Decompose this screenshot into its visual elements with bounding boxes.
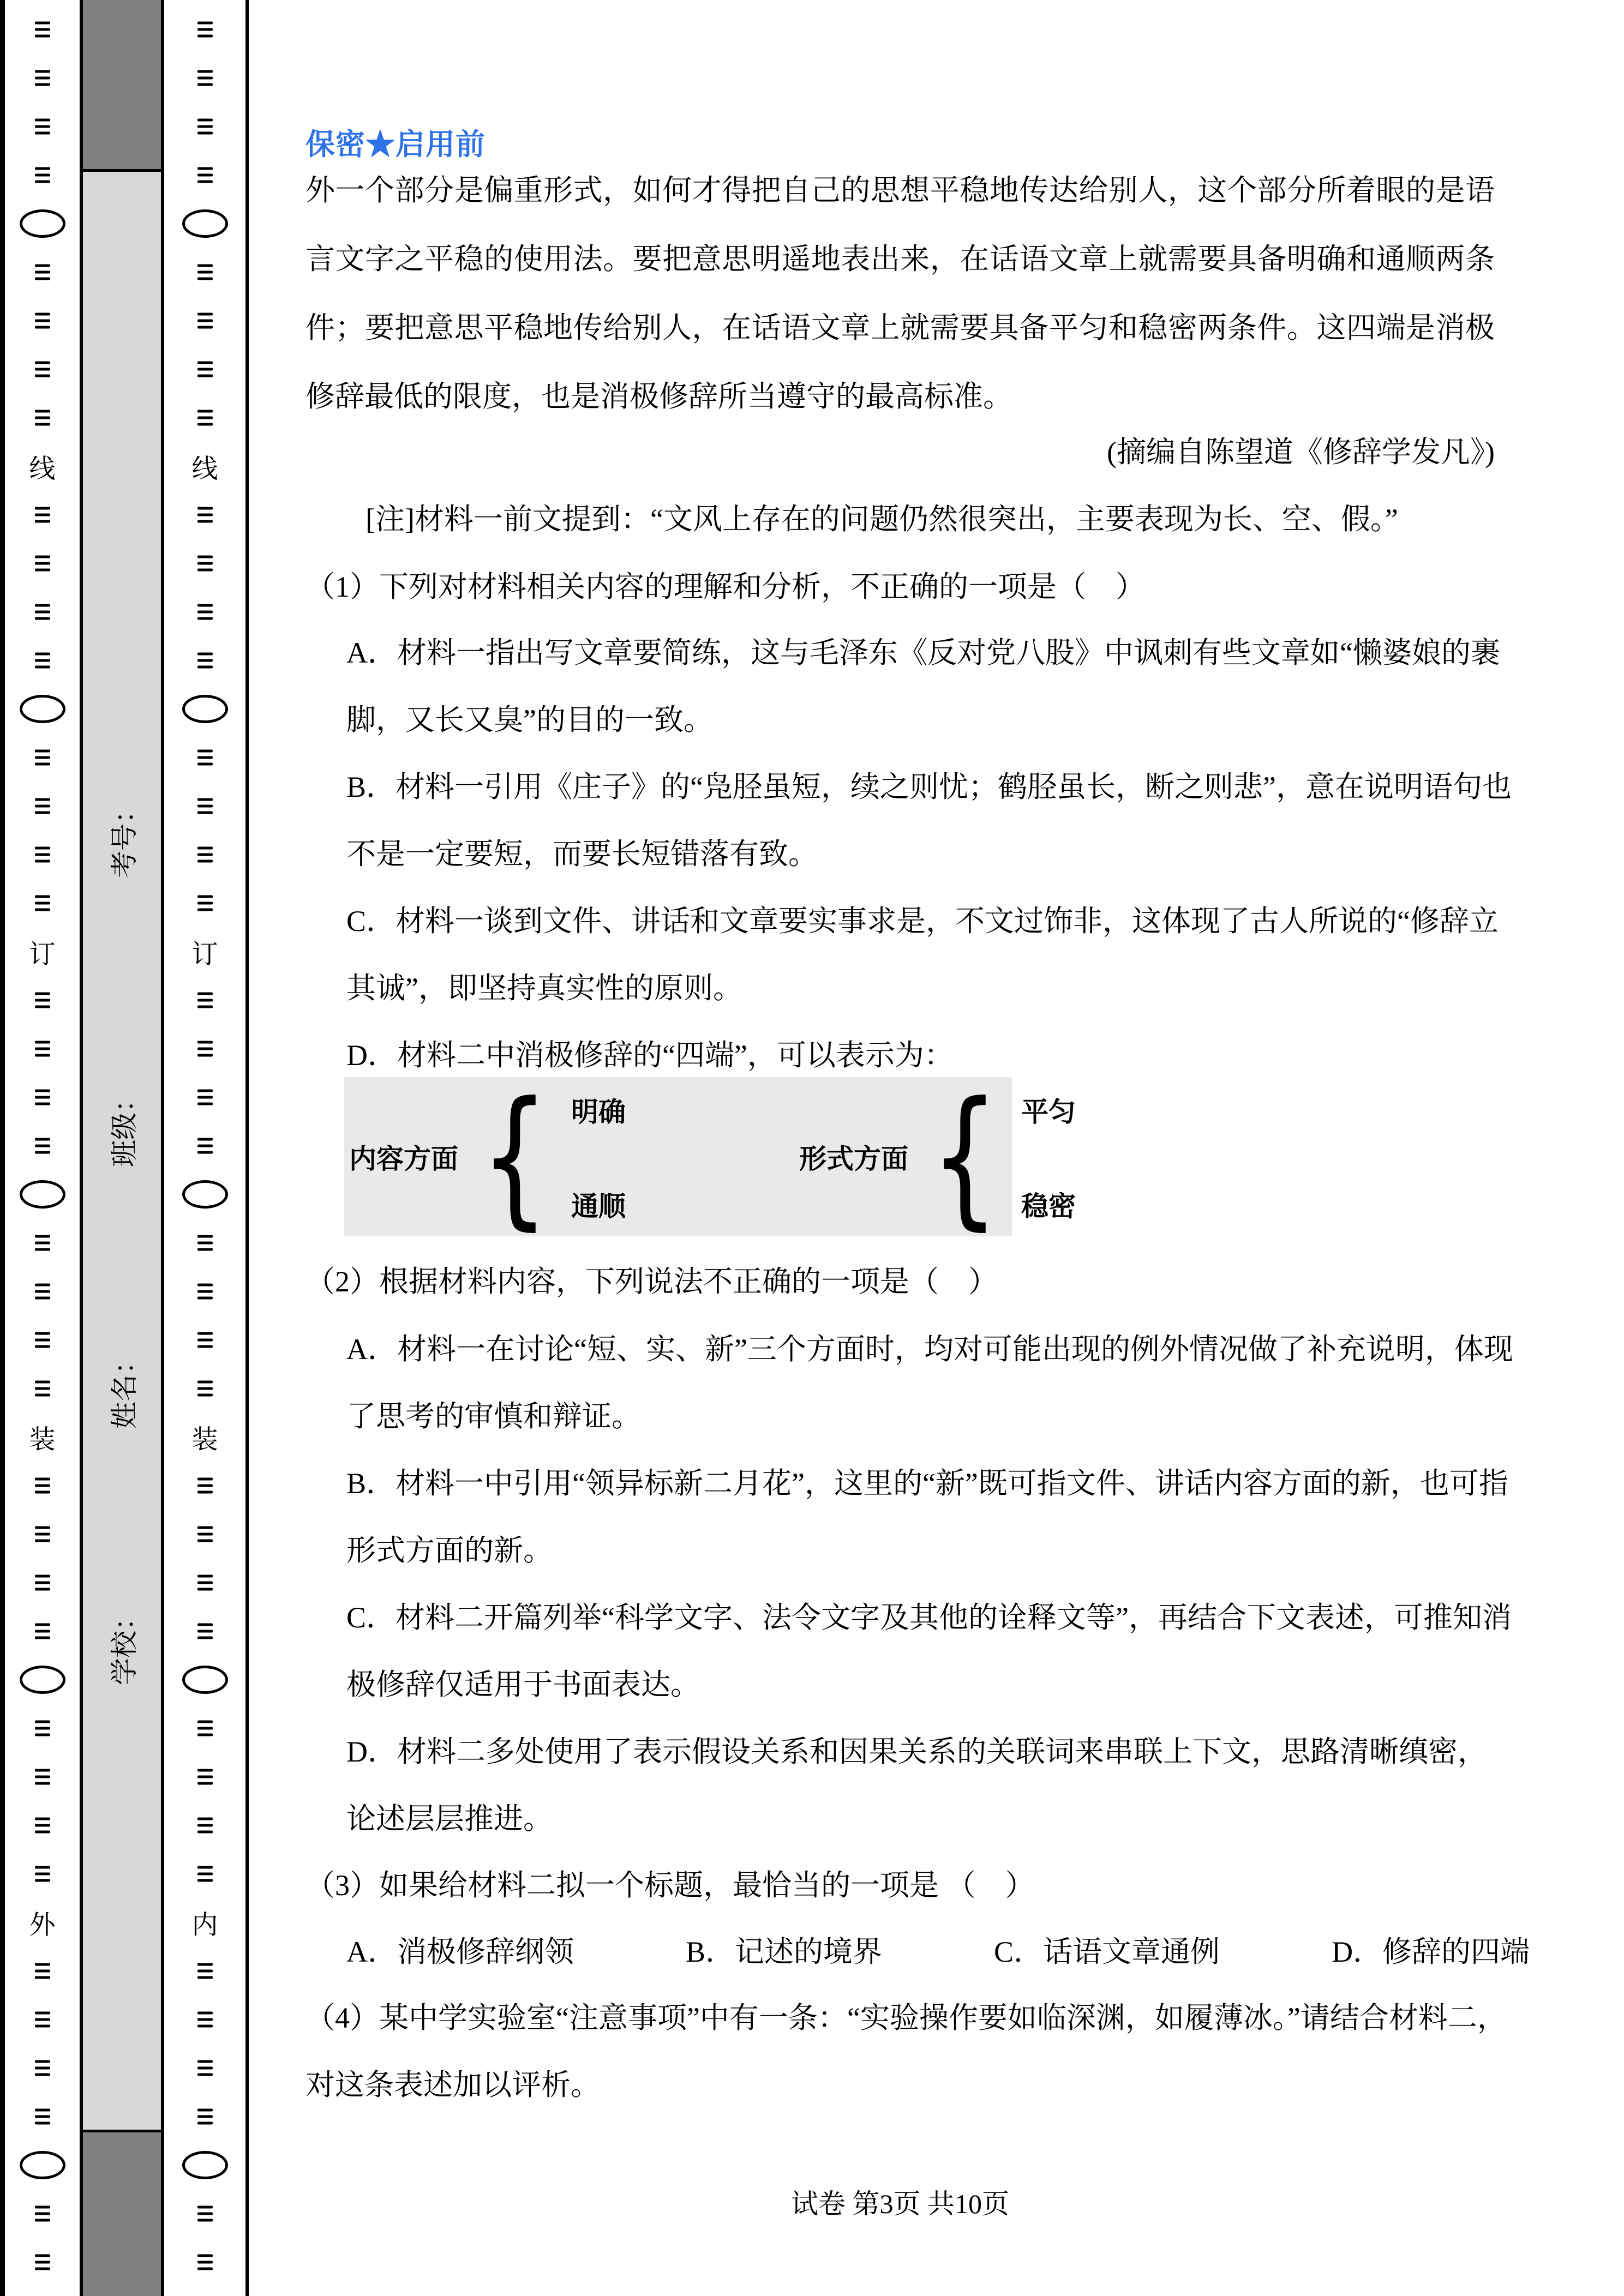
binding-dash-group	[35, 261, 50, 284]
binding-seal-char: 线	[29, 454, 56, 484]
page-edge-line	[0, 0, 5, 2296]
binding-dash-group	[35, 18, 50, 41]
binding-dash-group	[35, 115, 50, 139]
binding-dash-group	[197, 115, 213, 139]
binding-dash-group	[35, 2008, 50, 2031]
binding-line	[245, 0, 249, 2296]
text-line: （4）某中学实验室“注意事项”中有一条：“实验操作要如临深渊，如履薄冰。”请结合材料二，	[305, 2002, 1507, 2034]
binding-circle-mark	[20, 695, 65, 723]
content-aspect-group	[349, 1069, 626, 1244]
binding-dash-group	[35, 2202, 50, 2226]
binding-dash-group	[35, 358, 50, 381]
binding-dash-group	[35, 1280, 50, 1303]
text-line: 论述层层推进。	[346, 1802, 553, 1835]
text-line: 件；要把意思平稳地传给别人，在话语文章上就需要具备平匀和稳密两条件。这四端是消极	[305, 311, 1495, 344]
text-line: 言文字之平稳的使用法。要把意思明遥地表出来，在话语文章上就需要具备明确和通顺两条	[305, 243, 1495, 275]
binding-dash-group	[35, 1620, 50, 1643]
text-line: A．消极修辞纲领	[346, 1936, 574, 1968]
question-4	[305, 1985, 1507, 2119]
brace-icon: {	[930, 1069, 999, 1244]
text-line: 不是一定要短，而要长短错落有致。	[346, 838, 818, 870]
binding-dash-group	[35, 892, 50, 915]
question-3-options	[305, 1918, 1536, 1986]
binding-dash-group	[197, 1620, 213, 1643]
text-line: C．材料二开篇列举“科学文字、法令文字及其他的诠释文等”，再结合下文表述，可推知消	[346, 1601, 1512, 1634]
binding-circle-mark	[182, 2151, 228, 2179]
binding-circle-mark	[182, 1180, 228, 1209]
seal-strip-top-block	[83, 0, 161, 172]
binding-dash-group	[197, 1134, 213, 1158]
binding-dash-group	[197, 1231, 213, 1255]
text-line: D．材料二中消极修辞的“四端”，可以表示为：	[346, 1039, 954, 1072]
field-label-name: 姓名：	[109, 1347, 140, 1429]
binding-dash-group	[35, 1231, 50, 1255]
binding-dash-group	[35, 1862, 50, 1886]
binding-dash-group	[35, 1037, 50, 1061]
binding-dash-group	[35, 1377, 50, 1401]
binding-dash-group	[35, 309, 50, 333]
binding-dash-group	[197, 1086, 213, 1109]
binding-dash-group	[35, 2105, 50, 2129]
binding-dash-group	[197, 18, 213, 41]
binding-dash-group	[35, 989, 50, 1012]
binding-dash-group	[35, 67, 50, 90]
text-line: B．记述的境界	[686, 1936, 883, 1968]
binding-dash-group	[197, 843, 213, 867]
seal-strip	[83, 0, 161, 2296]
binding-column-outer	[5, 0, 80, 2296]
binding-dash-group	[197, 1523, 213, 1546]
binding-dash-group	[35, 600, 50, 624]
binding-dash-group	[35, 1717, 50, 1740]
binding-dash-group	[35, 552, 50, 575]
binding-dash-group	[197, 1377, 213, 1401]
binding-dash-group	[35, 1474, 50, 1498]
binding-dash-group	[35, 795, 50, 818]
binding-dash-group	[197, 2057, 213, 2080]
binding-dash-group	[197, 1474, 213, 1498]
seal-strip-bottom-block	[83, 2130, 161, 2296]
binding-dash-group	[35, 2057, 50, 2080]
binding-dash-group	[35, 406, 50, 430]
content-aspect-items	[571, 1090, 626, 1224]
binding-seal-char: 线	[191, 454, 218, 484]
binding-column-inner	[164, 0, 245, 2296]
binding-seal-char: 订	[29, 940, 56, 969]
binding-dash-group	[197, 1037, 213, 1061]
binding-dash-group	[197, 892, 213, 915]
binding-dash-group	[197, 309, 213, 333]
question-3-stem: （3）如果给材料二拟一个标题，最恰当的一项是 （ ）	[305, 1869, 1035, 1902]
binding-dash-group	[197, 67, 213, 90]
binding-dash-group	[197, 1960, 213, 1983]
text-line: 修辞最低的限度，也是消极修辞所当遵守的最高标准。	[305, 380, 1012, 413]
binding-circle-mark	[20, 209, 65, 238]
question-2-stem: （2）根据材料内容，下列说法不正确的一项是（ ）	[305, 1265, 998, 1298]
secrecy-banner: 保密★启用前	[305, 128, 486, 161]
question-1-stem: （1）下列对材料相关内容的理解和分析，不正确的一项是（ ）	[305, 570, 1145, 603]
diagram-item: 明确	[571, 1096, 626, 1127]
text-line: 脚，又长又臭”的目的一致。	[346, 704, 713, 736]
binding-dash-group	[35, 1134, 50, 1158]
binding-seal-char: 订	[191, 940, 218, 969]
question-1-options	[305, 620, 1512, 1089]
text-line: 形式方面的新。	[346, 1534, 553, 1567]
text-line: 对这条表述加以评析。	[305, 2069, 600, 2101]
page-footer: 试卷 第3页 共10页	[791, 2189, 1009, 2219]
text-line: 外一个部分是偏重形式，如何才得把自己的思想平稳地传达给别人，这个部分所着眼的是语	[305, 174, 1495, 207]
binding-dash-group	[197, 1280, 213, 1303]
diagram-item: 平匀	[1021, 1096, 1076, 1127]
passage-paragraph	[305, 156, 1495, 431]
binding-seal-char: 装	[191, 1425, 218, 1454]
binding-dash-group	[197, 2008, 213, 2031]
binding-circle-mark	[182, 695, 228, 723]
binding-dash-group	[197, 503, 213, 527]
binding-circle-mark	[182, 1666, 228, 1694]
four-ends-diagram	[344, 1069, 1076, 1244]
binding-dash-group	[35, 1960, 50, 1983]
text-line: 极修辞仅适用于书面表达。	[346, 1668, 700, 1701]
binding-dash-group	[35, 2251, 50, 2274]
binding-circle-mark	[20, 1180, 65, 1209]
binding-dash-group	[197, 1814, 213, 1837]
text-line: C．话语文章通例	[994, 1936, 1220, 1968]
binding-dash-group	[197, 600, 213, 624]
content-aspect-label: 内容方面	[349, 1144, 458, 1174]
binding-seal-char: 内	[191, 1910, 218, 1940]
binding-dash-group	[197, 1329, 213, 1352]
binding-dash-group	[197, 649, 213, 672]
diagram-item: 通顺	[571, 1191, 626, 1222]
form-aspect-group	[799, 1069, 1076, 1244]
text-line: D．修辞的四端	[1332, 1936, 1530, 1968]
binding-dash-group	[197, 358, 213, 381]
binding-dash-group	[35, 164, 50, 187]
field-label-class: 班级：	[109, 1085, 140, 1167]
binding-dash-group	[197, 795, 213, 818]
text-line: A．材料一指出写文章要简练，这与毛泽东《反对党八股》中讽刺有些文章如“懒婆娘的裹	[346, 636, 1500, 669]
binding-dash-group	[197, 2202, 213, 2226]
brace-icon: {	[480, 1069, 549, 1244]
binding-dash-group	[35, 1329, 50, 1352]
binding-dash-group	[197, 1717, 213, 1740]
binding-dash-group	[35, 1765, 50, 1789]
binding-dash-group	[35, 843, 50, 867]
binding-dash-group	[35, 1086, 50, 1109]
binding-circle-mark	[182, 209, 228, 238]
binding-seal-char: 外	[29, 1910, 56, 1940]
binding-dash-group	[197, 261, 213, 284]
binding-dash-group	[197, 746, 213, 770]
text-line: C．材料一谈到文件、讲话和文章要实事求是，不文过饰非，这体现了古人所说的“修辞立	[346, 905, 1499, 937]
passage-note: [注]材料一前文提到：“文风上存在的问题仍然很突出，主要表现为长、空、假。”	[365, 503, 1398, 536]
text-line: B．材料一中引用“领异标新二月花”，这里的“新”既可指文件、讲话内容方面的新，也可指	[346, 1467, 1508, 1500]
binding-dash-group	[197, 2105, 213, 2129]
text-line: A．材料一在讨论“短、实、新”三个方面时，均对可能出现的例外情况做了补充说明，体现	[346, 1333, 1513, 1366]
text-line: 了思考的审慎和辩证。	[346, 1400, 641, 1433]
form-aspect-items	[1021, 1090, 1076, 1224]
binding-dash-group	[197, 552, 213, 575]
field-label-school: 学校：	[109, 1603, 140, 1685]
binding-dash-group	[197, 2251, 213, 2274]
binding-dash-group	[35, 503, 50, 527]
binding-dash-group	[35, 1523, 50, 1546]
binding-dash-group	[35, 1814, 50, 1837]
diagram-item: 稳密	[1021, 1191, 1076, 1222]
binding-dash-group	[197, 164, 213, 187]
field-label-exam-number: 考号：	[109, 796, 140, 878]
binding-dash-group	[35, 649, 50, 672]
binding-dash-group	[197, 1862, 213, 1886]
binding-circle-mark	[20, 1666, 65, 1694]
binding-dash-group	[35, 1571, 50, 1595]
binding-dash-group	[197, 1765, 213, 1789]
binding-dash-group	[197, 406, 213, 430]
text-line: 其诚”，即坚持真实性的原则。	[346, 972, 742, 1005]
binding-dash-group	[35, 746, 50, 770]
passage-source: (摘编自陈望道《修辞学发凡》)	[1107, 436, 1495, 468]
text-line: D．材料二多处使用了表示假设关系和因果关系的关联词来串联上下文，思路清晰缜密，	[346, 1735, 1487, 1768]
binding-seal-char: 装	[29, 1425, 56, 1454]
question-2-options	[305, 1316, 1513, 1853]
form-aspect-label: 形式方面	[799, 1144, 908, 1174]
binding-circle-mark	[20, 2151, 65, 2179]
binding-dash-group	[197, 989, 213, 1012]
text-line: B．材料一引用《庄子》的“凫胫虽短，续之则忧；鹤胫虽长，断之则悲”，意在说明语句也	[346, 771, 1512, 803]
binding-dash-group	[197, 1571, 213, 1595]
